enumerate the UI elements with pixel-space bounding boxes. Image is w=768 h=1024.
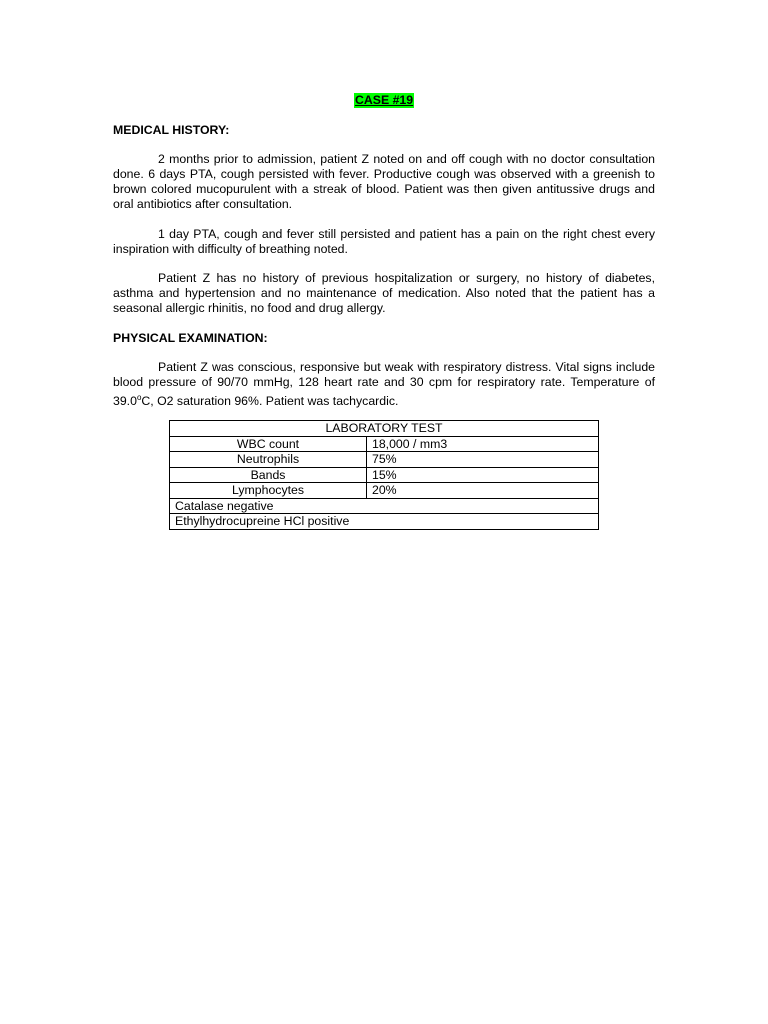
table-row — [170, 436, 599, 452]
history-paragraph-1: 2 months prior to admission, patient Z noted on and off cough with no doctor consultation done. 6 days PTA, cough persisted with fever. Productive cough was observed with a greenish to brown colored mucopurulent with a streak of blood. Patient was then given antitussive drugs and oral antibiotics after consultation. — [113, 152, 655, 211]
table-row — [170, 514, 599, 530]
lab-test-value: 18,000 / mm3 — [367, 436, 599, 452]
medical-history-heading: MEDICAL HISTORY: — [113, 123, 230, 137]
lab-test-value: 20% — [367, 483, 599, 499]
lab-test-value: 75% — [367, 452, 599, 468]
physical-exam-heading: PHYSICAL EXAMINATION: — [113, 331, 268, 345]
lab-test-name: Neutrophils — [170, 452, 367, 468]
table-row — [170, 498, 599, 514]
lab-test-value: 15% — [367, 467, 599, 483]
laboratory-test-table — [169, 420, 599, 530]
lab-test-name: Lymphocytes — [170, 483, 367, 499]
exam-text-b: C, O2 saturation 96%. Patient was tachycardic. — [141, 394, 399, 409]
table-row — [170, 452, 599, 468]
lab-test-name: WBC count — [170, 436, 367, 452]
table-row — [170, 467, 599, 483]
history-paragraph-2: 1 day PTA, cough and fever still persisted and patient has a pain on the right chest every inspiration with difficulty of breathing noted. — [113, 227, 655, 256]
lab-note: Ethylhydrocupreine HCl positive — [170, 514, 599, 530]
lab-test-name: Bands — [170, 467, 367, 483]
physical-exam-paragraph — [113, 360, 655, 409]
lab-note: Catalase negative — [170, 498, 599, 514]
lab-table-title: LABORATORY TEST — [170, 421, 599, 437]
case-title: CASE #19 — [355, 93, 414, 107]
table-row — [170, 483, 599, 499]
history-paragraph-3: Patient Z has no history of previous hospitalization or surgery, no history of diabetes, asthma and hypertension and no maintenance of medication. Also noted that the patient has a seasonal allergic rhinitis, no food and drug allergy. — [113, 271, 655, 315]
degree-symbol: o — [136, 393, 142, 402]
exam-text-a: Patient Z was conscious, responsive but weak with respiratory distress. Vital signs include blood pressure of 90/70 mmHg, 128 heart rate and 30 cpm for respiratory rate. Temperature of 39.0 — [113, 360, 655, 409]
